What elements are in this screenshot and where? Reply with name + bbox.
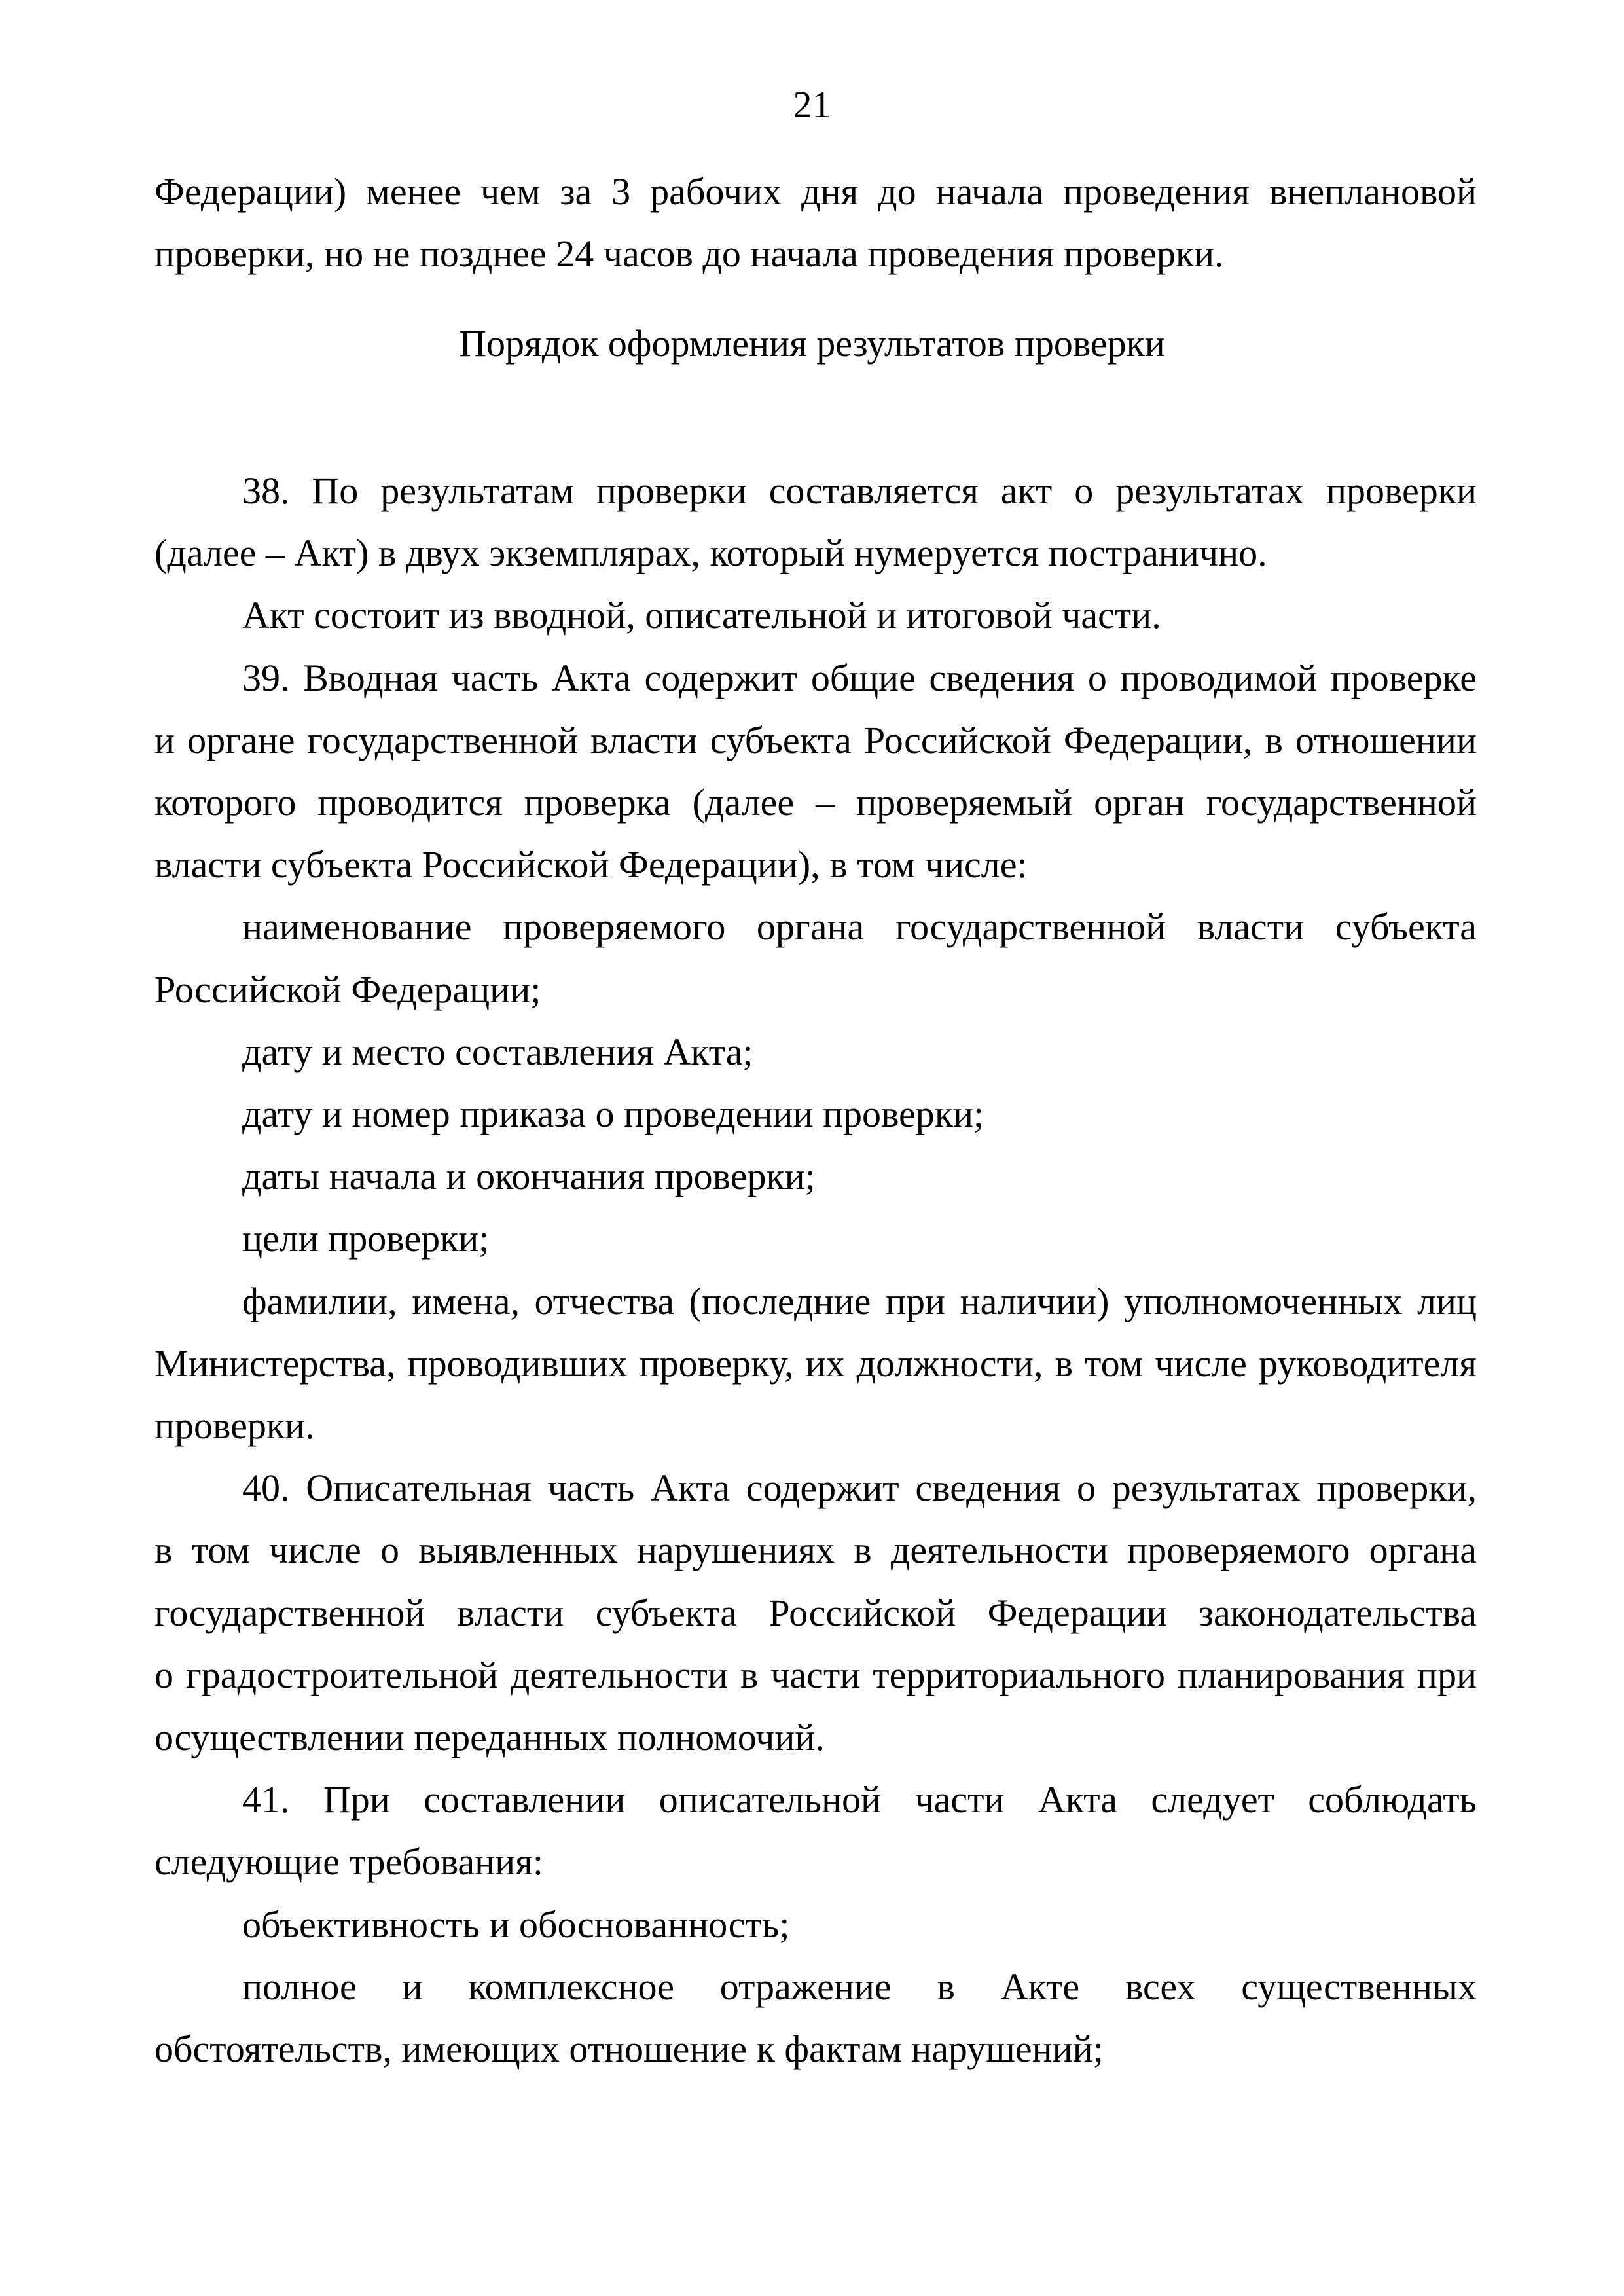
paragraph-line: 38. По результатам проверки составляется акт о результатах проверки [242,469,1477,512]
paragraph-line: объективность и обоснованность; [242,1903,790,1946]
paragraph-line: дату и номер приказа о проведении проверки; [242,1093,984,1135]
paragraph-line: даты начала и окончания проверки; [242,1155,816,1197]
paragraph-line: в том числе о выявленных нарушениях в деятельности проверяемого органа [154,1529,1477,1571]
section-heading: Порядок оформления результатов проверки [459,322,1165,365]
paragraph-line: полное и комплексное отражение в Акте всех существенных [242,1965,1477,2008]
paragraph-line: Российской Федерации; [154,968,541,1011]
paragraph-line: обстоятельств, имеющих отношение к фактам нарушений; [154,2028,1104,2070]
paragraph-line: государственной власти субъекта Российской Федерации законодательства [154,1592,1477,1634]
paragraph-line: 39. Вводная часть Акта содержит общие сведения о проводимой проверке [242,657,1477,699]
paragraph-line: проверки, но не позднее 24 часов до начала проведения проверки. [154,232,1224,275]
paragraph-line: наименование проверяемого органа государственной власти субъекта [242,905,1477,948]
paragraph-line: (далее – Акт) в двух экземплярах, который нумеруется постранично. [154,532,1267,574]
paragraph-line: которого проводится проверка (далее – проверяемый орган государственной [154,781,1477,824]
paragraph-line: 40. Описательная часть Акта содержит сведения о результатах проверки, [242,1467,1477,1509]
page-number: 21 [793,83,831,126]
paragraph-line: Министерства, проводивших проверку, их должности, в том числе руководителя [154,1342,1477,1385]
paragraph-line: 41. При составлении описательной части Акта следует соблюдать [242,1778,1477,1821]
paragraph-line: цели проверки; [242,1217,490,1260]
paragraph-line: власти субъекта Российской Федерации), в том числе: [154,843,1028,886]
paragraph-line: дату и место составления Акта; [242,1030,753,1073]
paragraph-line: о градостроительной деятельности в части территориального планирования при [154,1654,1477,1696]
paragraph-line: Федерации) менее чем за 3 рабочих дня до начала проведения внеплановой [154,170,1477,213]
paragraph-line: следующие требования: [154,1840,543,1883]
paragraph-line: Акт состоит из вводной, описательной и итоговой части. [242,594,1161,636]
paragraph-line: осуществлении переданных полномочий. [154,1716,825,1758]
paragraph-line: и органе государственной власти субъекта Российской Федерации, в отношении [154,719,1477,761]
paragraph-line: фамилии, имена, отчества (последние при наличии) уполномоченных лиц [242,1280,1477,1322]
paragraph-line: проверки. [154,1404,315,1447]
